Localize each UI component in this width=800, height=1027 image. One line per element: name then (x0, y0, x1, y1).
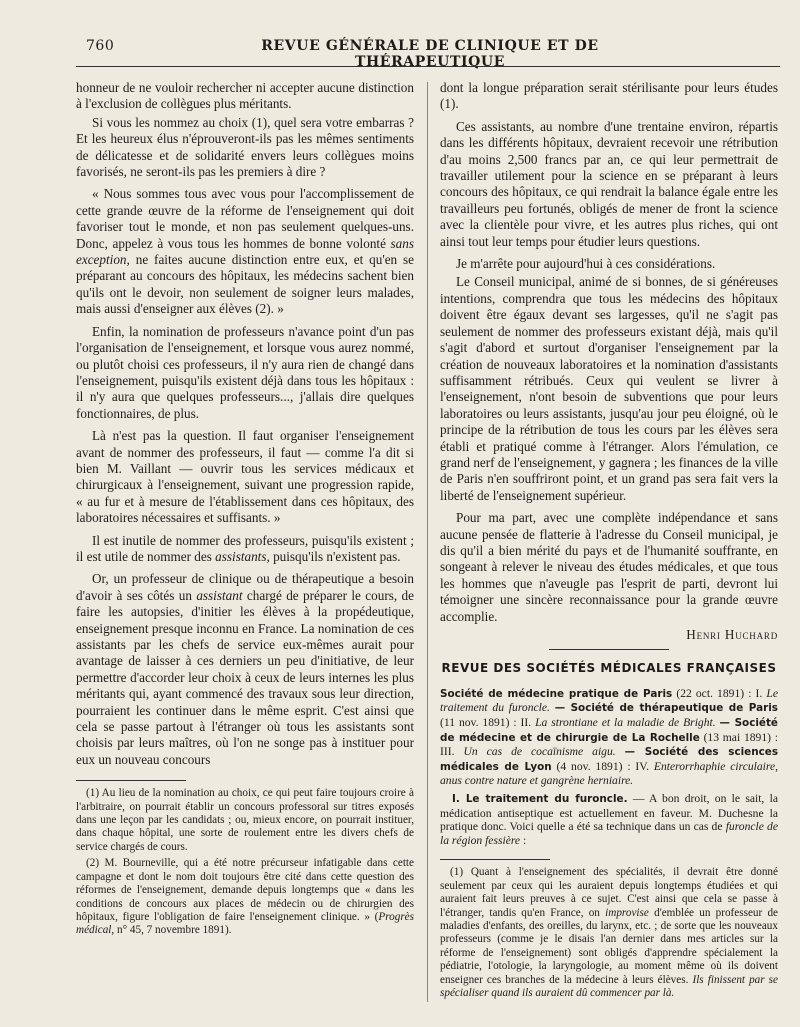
footnote-1: (1) Quant à l'enseignement des spécialités, il devrait être donné seulement par ceux qui les auraient depuis longtemps étudiées et qui auraient fait leurs preuves à ce sujet. C'est ainsi que cela se passe à l'étranger, tandis qu'en France, on improvise d'emblée un professeur de maladies d'enfants, des oreilles, du larynx, etc. ; de sorte que les nouveaux professeurs (comme je le disais l'an dernier dans mes articles sur la réforme de l'enseignement) sont obligés d'apprendre spécialement la pédiatrie, l'otologie, la laryngologie, au moment même où ils doivent enseigner ces branches de la médecine à leurs élèves. Ils finissent par se spécialiser quand ils auraient dû commencer par là. (440, 866, 779, 999)
footnote-2: (2) M. Bourneville, qui a été notre précurseur infatigable dans cette campagne et dont le nom doit toujours être cité dans cette question des réformes de l'enseignement, demande depuis longtemps que « dans les conditions de concours aux places de médecin ou de chirurgien des hôpitaux, figure l'obligation de faire l'enseignement clinique. » (Progrès médical, n° 45, 7 novembre 1891). (76, 857, 414, 937)
section-title: REVUE DES SOCIÉTÉS MÉDICALES FRANÇAISES (441, 661, 777, 676)
paragraph: Là n'est pas la question. Il faut organiser l'enseignement avant de nommer des professeurs, il faut — comme l'a dit si bien M. Vaillant — ouvrir tous les services médicaux et chirurgicaux à l'enseignement, suivant une progression rapide, « au fur et à mesure de l'établissement dans ces hôpitaux, des laboratoires nécessaires et suffisants. » (76, 428, 414, 526)
paragraph: Je m'arrête pour aujourd'hui à ces considérations. (456, 256, 716, 272)
footnote-rule (440, 859, 550, 860)
paragraph: Or, un professeur de clinique ou de thérapeutique a besoin d'avoir à ses côtés un assistant chargé de préparer le cours, de faire les autopsies, d'initier les élèves à la propédeutique, enseignement presque inconnu en France. La nomination de ces assistants par les chefs de service eux-mêmes aurait pour avantage de laisser à ces derniers un peu d'initiative, de leur permettre d'accorder leur choix à ceux de leurs internes les plus méritants qui, ayant commencé des travaux sous leur direction, pourraient les continuer dans le même esprit. C'est ainsi que cela se passe partout à l'étranger où tous les assistants sont choisis par leurs maîtres, où l'on ne songe pas à instituer pour eux un nouveau concours (76, 571, 414, 767)
running-head-title: REVUE GÉNÉRALE DE CLINIQUE ET DE THÉRAPEUTIQUE (261, 38, 599, 70)
column-divider (427, 82, 428, 1002)
section-rule (549, 649, 669, 650)
paragraph: honneur de ne vouloir rechercher ni accepter aucune distinction à l'exclusion de collègues plus méritants. (76, 80, 414, 112)
page-number: 760 (86, 38, 115, 54)
author-signature: Henri Huchard (686, 627, 778, 642)
footnote-1: (1) Au lieu de la nomination au choix, ce qui peut faire toujours croire à l'arbitraire, on pourrait établir un concours professoral sur titres exposés dans une leçon par les candidats ; ou, mieux encore, on pourrait instituer, dans chaque hôpital, une sorte de roulement entre les divers chefs de service chargés de cours. (76, 787, 414, 853)
paragraph: Ces assistants, au nombre d'une trentaine environ, répartis dans les différents hôpitaux, devraient recevoir une rétribution d'au moins 2,500 francs par an, ce qui leur permettrait de travailler utilement pour la science en se préparant à leurs concours des hôpitaux, ce qui rendrait la balance égale entre les travailleurs peu fortunés, obligés de mener de front la science avec la clientèle pour vivre, et les autres plus riches, qui ont ainsi tout leur temps pour étudier leurs questions. (440, 118, 778, 249)
paragraph: Il est inutile de nommer des professeurs, puisqu'ils existent ; il est utile de nommer des assistants, puisqu'ils n'existent pas. (76, 532, 414, 564)
paragraph: Pour ma part, avec une complète indépendance et sans aucune pensée de flatterie à l'adresse du Conseil municipal, je dis qu'il a bien mérité du pays et de l'humanité souffrante, en songeant à relever le niveau des études médicales, et que tous les hommes que n'aveugle pas l'esprit de parti, devront lui témoigner une sincère reconnaissance pour la grande œuvre accomplie. (440, 510, 778, 624)
left-column (76, 80, 414, 941)
quote-paragraph: « Nous sommes tous avec vous pour l'accomplissement de cette grande œuvre de la réforme de l'enseignement qui doit favoriser tout le monde, et non pas seulement quelques-uns. Donc, appelez à vous tous les hommes de bonne volonté sans exception, ne faites aucune distinction entre eux, et qu'en se préparant au concours des hôpitaux, les médecins sachent bien qu'ils ont le devoir, non seulement de soigner leurs malades, mais aussi d'enseigner aux élèves (2). » (76, 186, 415, 317)
paragraph: Si vous les nommez au choix (1), quel sera votre embarras ? Et les heureux élus n'éprouveront-ils pas les mêmes sentiments de délicatesse et de solidarité envers leurs collègues moins favorisés, ne seront-ils pas les premiers à dire ? (76, 114, 414, 180)
right-column (440, 80, 778, 1003)
header-rule (76, 66, 780, 67)
paragraph: dont la longue préparation serait stérilisante pour leurs études (1). (440, 80, 778, 112)
societies-summary: Société de médecine pratique de Paris (22 oct. 1891) : I. Le traitement du furoncle. — Société de thérapeutique de Paris (11 nov. 1891) : II. La strontiane et la maladie de Bright. — Société de médecine et de chirurgie de La Rochelle (13 mai 1891) : III. Un cas de cocaïnisme aigu. — Société des sciences médicales de Lyon (4 nov. 1891) : IV. Enterorrhaphie circulaire, anus contre nature et gangrène herniaire. (440, 686, 779, 788)
paragraph: Enfin, la nomination de professeurs n'avance point d'un pas l'organisation de l'enseignement, et lorsque vous aurez nommé, ou plutôt choisi ces professeurs, il n'y aura rien de changé dans l'enseignement, puisqu'ils existent déjà dans tous les hôpitaux : il n'y aura que quelques professeurs..., j'allais dire quelques fonctionnaires, de plus. (76, 323, 414, 421)
paragraph: Le Conseil municipal, animé de si bonnes, de si généreuses intentions, comprendra que tous les médecins des hôpitaux doivent être égaux devant ses largesses, qu'il ne s'agit pas seulement de nommer des professeurs existant déjà, mais qu'il s'agit d'abord et surtout d'organiser l'enseignement par la création de nouveaux laboratoires et la nomination d'assistants suffisamment rétribués. Ceux qui veulent se livrer à l'enseignement, n'ont besoin de subventions que pour leurs laboratoires ou leurs assistants, jusqu'au jour peu éloigné, où le principe de la rétribution de tous les cours par les élèves sera établi et pratiqué comme à l'étranger. Alors l'émulation, ce grand nerf de l'enseignement, y gagnera ; les finances de la ville de Paris n'en souffriront point, et un grand pas sera fait vers la liberté de l'enseignement supérieur. (440, 274, 778, 503)
article-paragraph: I. Le traitement du furoncle. — A bon droit, on le sait, la médication antiseptique est actuellement en faveur. M. Duchesne la pratique donc. Voici quelle a été sa technique dans un cas de furoncle de la région fessière : (440, 791, 778, 847)
footnote-rule (76, 780, 186, 781)
